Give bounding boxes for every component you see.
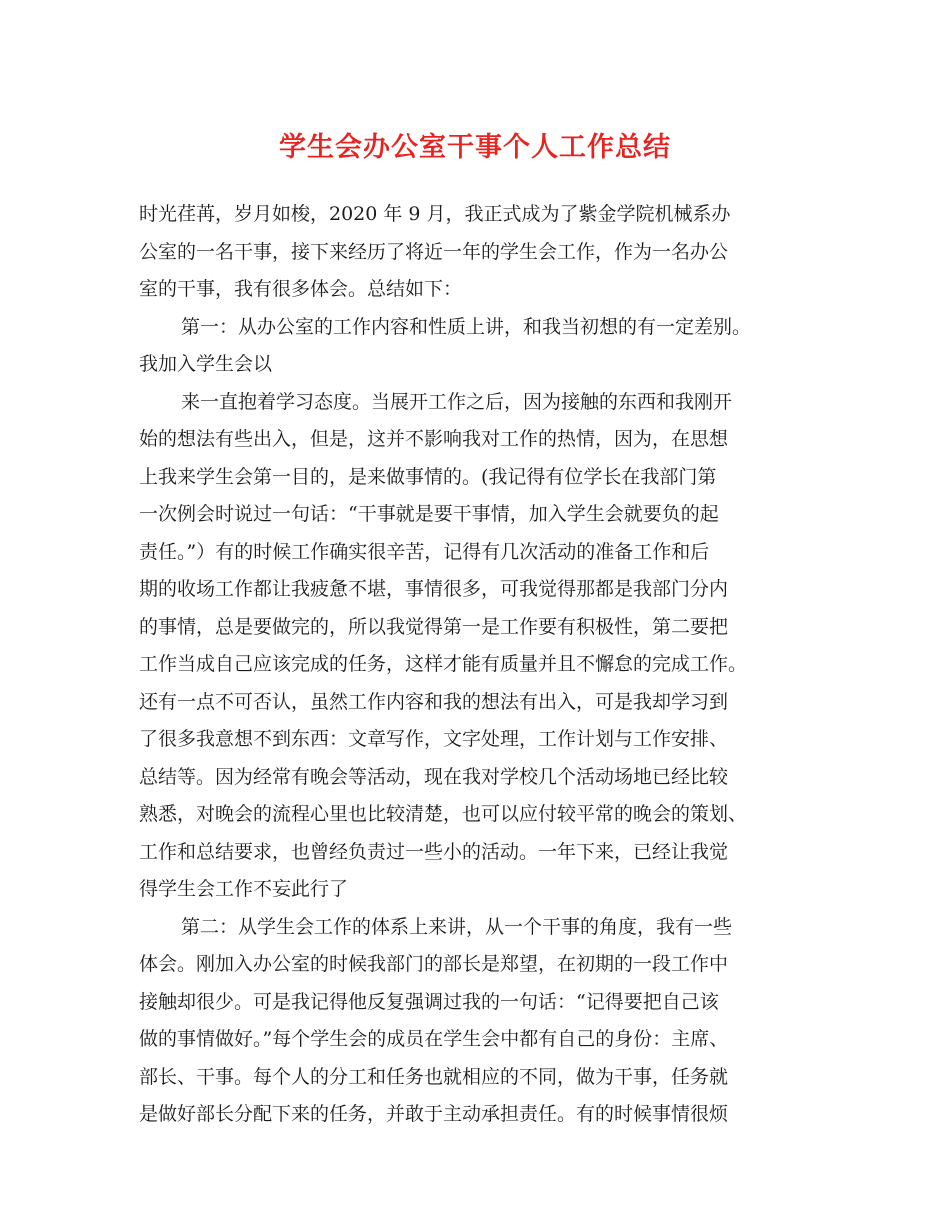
text-line: 熟悉，对晚会的流程心里也比较清楚，也可以应付较平常的晚会的策划、 <box>139 803 748 825</box>
text-line: 责任。”）有的时候工作确实很辛苦，记得有几次活动的准备工作和后 <box>139 540 710 563</box>
text-line: 体会。刚加入办公室的时候我部门的部长是郑望，在初期的一段工作中 <box>139 953 729 975</box>
text-line: 的事情，总是要做完的，所以我觉得第一是工作要有积极性，第二要把 <box>139 615 729 638</box>
text-line: 部长、干事。每个人的分工和任务也就相应的不同，做为干事，任务就 <box>139 1065 729 1088</box>
text-line: 我加入学生会以 <box>139 353 273 375</box>
text-line: 上我来学生会第一目的，是来做事情的。(我记得有位学长在我部门第 <box>139 465 717 488</box>
text-line: 来一直抱着学习态度。当展开工作之后，因为接触的东西和我刚开 <box>181 390 733 413</box>
text-line: 得学生会工作不妄此行了 <box>139 878 349 900</box>
text-line: 总结等。因为经常有晚会等活动，现在我对学校几个活动场地已经比较 <box>139 765 729 788</box>
text-line: 工作当成自己应该完成的任务，这样才能有质量并且不懈怠的完成工作。 <box>139 653 748 675</box>
text-line: 接触却很少。可是我记得他反复强调过我的一句话：“记得要把自己该 <box>139 990 719 1013</box>
text-line: 始的想法有些出入，但是，这并不影响我对工作的热情，因为，在思想 <box>139 428 729 450</box>
document-title: 学生会办公室干事个人工作总结 <box>279 132 671 163</box>
text-line: 公室的一名干事，接下来经历了将近一年的学生会工作，作为一名办公 <box>139 240 729 263</box>
text-line: 工作和总结要求，也曾经负责过一些小的活动。一年下来，已经让我觉 <box>139 840 729 863</box>
text-line: 了很多我意想不到东西：文章写作，文字处理，工作计划与工作安排、 <box>139 728 729 750</box>
text-line: 室的干事，我有很多体会。总结如下： <box>139 278 463 300</box>
text-line: 第二：从学生会工作的体系上来讲，从一个干事的角度，我有一些 <box>181 915 733 938</box>
text-line: 期的收场工作都让我疲惫不堪，事情很多，可我觉得那都是我部门分内 <box>139 578 729 600</box>
text-line: 时光荏苒，岁月如梭，2020 年 9 月，我正式成为了紫金学院机械系办 <box>139 203 731 225</box>
text-line: 第一：从办公室的工作内容和性质上讲，和我当初想的有一定差别。 <box>181 315 752 338</box>
text-line: 还有一点不可否认，虽然工作内容和我的想法有出入，可是我却学习到 <box>139 690 729 713</box>
text-line: 是做好部长分配下来的任务，并敢于主动承担责任。有的时候事情很烦 <box>139 1103 729 1125</box>
text-line: 一次例会时说过一句话：“干事就是要干事情，加入学生会就要负的起 <box>139 503 719 525</box>
text-line: 做的事情做好。”每个学生会的成员在学生会中都有自己的身份：主席、 <box>139 1028 729 1050</box>
document-body <box>139 196 819 1134</box>
